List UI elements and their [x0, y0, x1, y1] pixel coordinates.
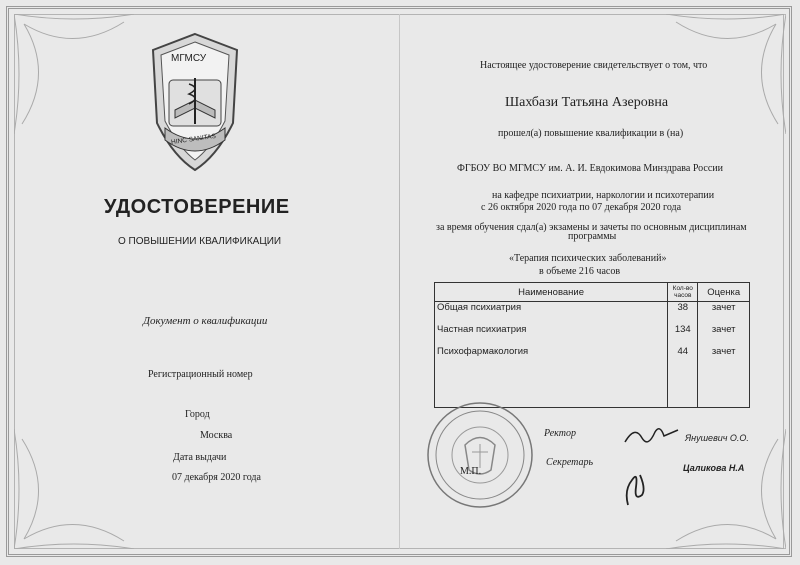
study-period: с 26 октября 2020 года по 07 декабря 2020 года [481, 202, 682, 213]
empty-cell [698, 368, 750, 408]
header-grade: Оценка [698, 283, 750, 302]
logo-bottom-text: HINC SANITAS [170, 132, 217, 147]
table-header-row [435, 283, 750, 302]
discipline-hours: 38 [668, 302, 698, 325]
discipline-name: Частная психиатрия [435, 324, 668, 346]
rector-name: Янушевич О.О. [685, 433, 749, 443]
header-hours: Кол-во часов [668, 283, 698, 302]
page-fold [399, 14, 400, 549]
exams-text-line1: за время обучения сдал(а) экзамены и зачеты по основным дисциплинам [436, 222, 747, 233]
certificate-title: УДОСТОВЕРЕНИЕ [104, 196, 290, 218]
table-row [435, 324, 750, 346]
discipline-hours: 134 [668, 324, 698, 346]
holder-name: Шахбази Татьяна Азеровна [505, 95, 669, 110]
secretary-label: Секретарь [546, 457, 594, 468]
empty-cell [668, 368, 698, 408]
exams-text-line2: программы [568, 231, 617, 242]
secretary-signature-icon [620, 465, 650, 510]
rector-signature-icon [620, 420, 680, 450]
department: на кафедре психиатрии, наркологии и психотерапии [492, 190, 715, 201]
discipline-grade: зачет [698, 302, 750, 325]
university-logo [145, 28, 245, 178]
program-volume: в объеме 216 часов [539, 266, 621, 277]
corner-ornament-icon [666, 14, 786, 134]
discipline-name: Общая психиатрия [435, 302, 668, 325]
university-emblem-icon [145, 28, 245, 178]
discipline-grade: зачет [698, 324, 750, 346]
corner-ornament-icon [666, 429, 786, 549]
discipline-hours: 44 [668, 346, 698, 368]
secretary-name: Цаликова Н.А [683, 463, 745, 473]
discipline-grade: зачет [698, 346, 750, 368]
discipline-name: Психофармакология [435, 346, 668, 368]
intro-text: Настоящее удостоверение свидетельствует о том, что [480, 60, 708, 71]
city-label: Город [185, 409, 210, 420]
city-value: Москва [200, 430, 233, 441]
passed-text: прошел(а) повышение квалификации в (на) [498, 128, 684, 139]
table-row [435, 302, 750, 325]
certificate-subtitle: О ПОВЫШЕНИИ КВАЛИФИКАЦИИ [118, 236, 282, 247]
rector-label: Ректор [544, 428, 576, 439]
stamp-label: М.П. [460, 466, 482, 477]
issue-date-label: Дата выдачи [173, 452, 227, 463]
corner-ornament-icon [14, 429, 134, 549]
table-row [435, 346, 750, 368]
disciplines-table [434, 282, 750, 408]
header-name: Наименование [435, 283, 668, 302]
corner-ornament-icon [14, 14, 134, 134]
document-type: Документ о квалификации [143, 315, 268, 327]
issue-date-value: 07 декабря 2020 года [172, 472, 261, 483]
organization: ФГБОУ ВО МГМСУ им. А. И. Евдокимова Минздрава России [457, 163, 723, 174]
program-name: «Терапия психических заболеваний» [509, 253, 667, 264]
official-stamp-icon [425, 400, 535, 510]
registration-label: Регистрационный номер [148, 369, 253, 380]
logo-top-text: МГМСУ [171, 53, 207, 64]
